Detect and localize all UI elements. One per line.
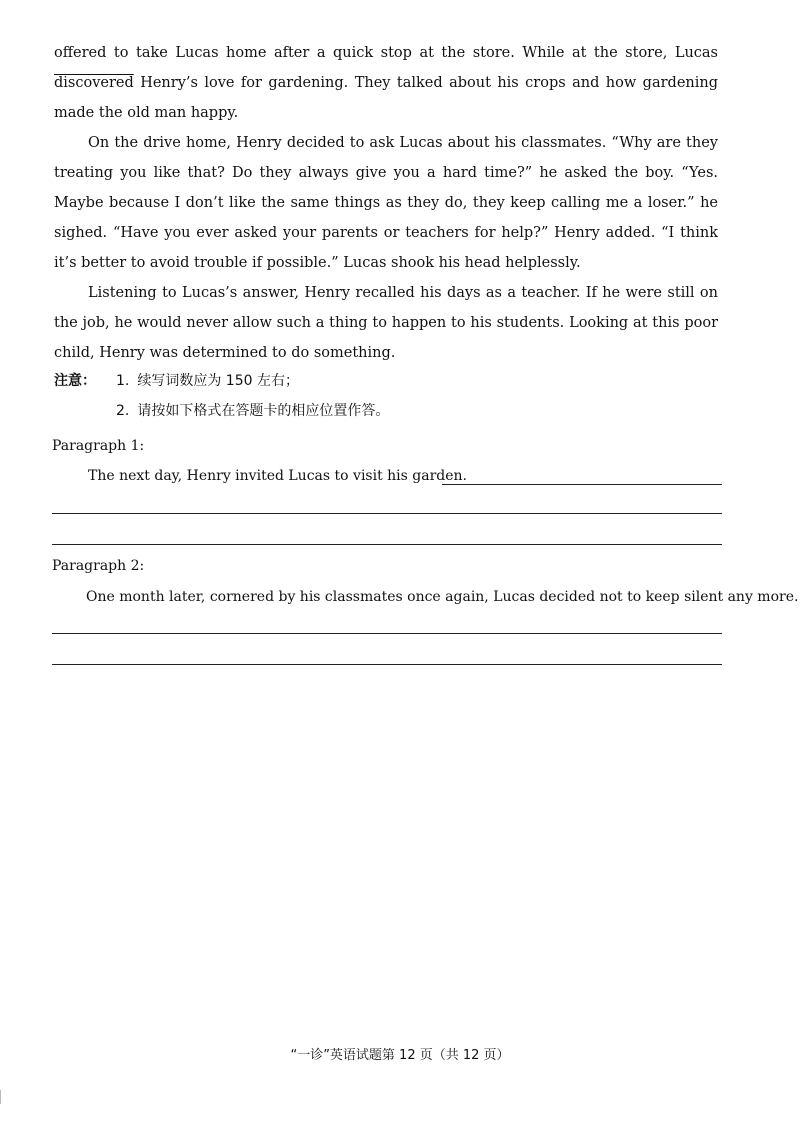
paragraph-2-answer-line[interactable] (52, 633, 722, 634)
story-paragraph-2: On the drive home, Henry decided to ask Lucas about his classmates. “Why are they treating you like that? Do they always give you a hard time?” he asked the boy. “Yes. Maybe because I don’t like the same things as they do, they keep calling me a loser.” he sighed. “Have you ever asked your parents or teachers for help?” Henry added. “I think it’s better to avoid trouble if possible.” Lucas shook his head helplessly. (54, 135, 718, 271)
note-1-number: 1. (116, 373, 130, 389)
writing-notes (54, 366, 714, 426)
paragraph-1-answer-line-first[interactable] (442, 484, 722, 485)
story-text (54, 38, 718, 368)
note-2-text: 请按如下格式在答题卡的相应位置作答。 (137, 403, 390, 419)
scan-edge-mark (0, 1090, 6, 1104)
notes-label: 注意： (54, 373, 96, 389)
story-paragraph-1 (54, 38, 718, 128)
story-p1-after: Henry’s love for gardening. They talked about his crops and how gardening made the old man happy. (54, 75, 718, 121)
paragraph-2-prompt: One month later, cornered by his classmates once again, Lucas decided not to keep silent any more. (86, 589, 799, 605)
notes-label-spacer (54, 396, 116, 426)
paragraph-2-label: Paragraph 2: (52, 558, 145, 574)
note-1-text: 续写词数应为 150 左右； (137, 373, 299, 389)
note-row-2 (54, 396, 714, 426)
paragraph-1-answer-line[interactable] (52, 544, 722, 545)
story-p1-before: offered to take Lucas home after a quick stop at the store. While at the store, Lucas (54, 45, 718, 61)
paragraph-2-answer-line[interactable] (52, 664, 722, 665)
paragraph-1-prompt: The next day, Henry invited Lucas to visit his garden. (88, 468, 467, 484)
page-footer: “一诊”英语试题第 12 页（共 12 页） (290, 1048, 510, 1063)
story-p1-discovered: discovered (54, 75, 134, 91)
note-2-number: 2. (116, 403, 130, 419)
note-row-1 (54, 366, 714, 396)
story-paragraph-3: Listening to Lucas’s answer, Henry recalled his days as a teacher. If he were still on the job, he would never allow such a thing to happen to his students. Looking at this poor child, Henry was determined to do something. (54, 285, 718, 361)
paragraph-1-answer-line[interactable] (52, 513, 722, 514)
paragraph-1-label: Paragraph 1: (52, 438, 145, 454)
